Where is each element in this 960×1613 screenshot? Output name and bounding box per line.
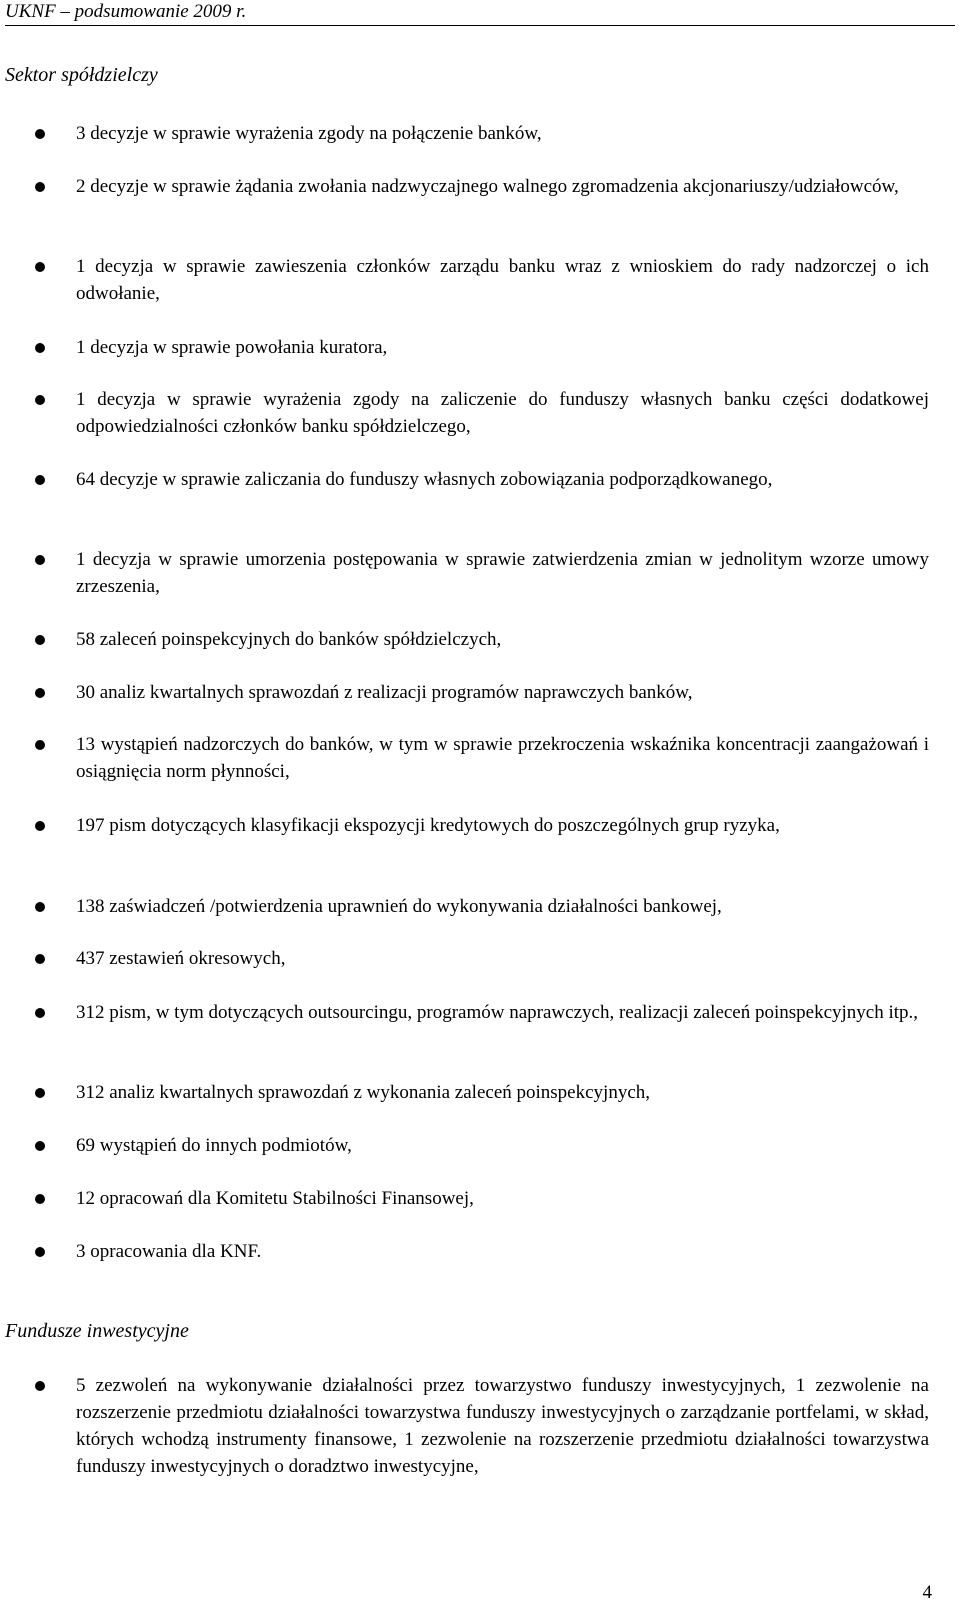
bullet-icon xyxy=(35,1141,45,1151)
list-item: 2 decyzje w sprawie żądania zwołania nadzwyczajnego walnego zgromadzenia akcjonariuszy/udziałowców, xyxy=(76,176,899,197)
list-item: 69 wystąpień do innych podmiotów, xyxy=(76,1135,352,1156)
bullet-icon xyxy=(35,1381,45,1391)
bullet-icon xyxy=(35,182,45,192)
bullet-icon xyxy=(35,821,45,831)
list-item: 1 decyzja w sprawie zawieszenia członków zarządu banku wraz z wnioskiem do rady nadzorczej o ich odwołanie, xyxy=(76,256,929,304)
bullet-icon xyxy=(35,129,45,139)
list-item: 138 zaświadczeń /potwierdzenia uprawnień do wykonywania działalności bankowej, xyxy=(76,896,722,917)
bullet-icon xyxy=(35,1088,45,1098)
bullet-icon xyxy=(35,740,45,750)
page-header: UKNF – podsumowanie 2009 r. xyxy=(5,1,955,26)
page-number: 4 xyxy=(922,1582,932,1603)
bullet-icon xyxy=(35,1247,45,1257)
list-item: 12 opracowań dla Komitetu Stabilności Finansowej, xyxy=(76,1188,474,1209)
list-item: 312 pism, w tym dotyczących outsourcingu, programów naprawczych, realizacji zaleceń poinspekcyjnych itp., xyxy=(76,1002,919,1023)
bullet-icon xyxy=(35,1194,45,1204)
list-item: 64 decyzje w sprawie zaliczania do funduszy własnych zobowiązania podporządkowanego, xyxy=(76,469,773,490)
list-item: 13 wystąpień nadzorczych do banków, w tym w sprawie przekroczenia wskaźnika koncentracji zaangażowań i osiągnięcia norm płynności, xyxy=(76,734,929,782)
bullet-icon xyxy=(35,688,45,698)
bullet-icon xyxy=(35,635,45,645)
bullet-icon xyxy=(35,475,45,485)
list-item: 30 analiz kwartalnych sprawozdań z realizacji programów naprawczych banków, xyxy=(76,682,693,703)
bullet-icon xyxy=(35,902,45,912)
bullet-icon xyxy=(35,395,45,405)
list-item: 437 zestawień okresowych, xyxy=(76,948,286,969)
bullet-icon xyxy=(35,555,45,565)
list-item: 5 zezwoleń na wykonywanie działalności przez towarzystwo funduszy inwestycyjnych, 1 zezwolenie na rozszerzenie przedmiotu działalności towarzystwa funduszy inwestycyjnych o zarządzanie portfelami, w skład, których wchodzą instrumenty finansowe, 1 zezwolenie na rozszerzenie przedmiotu działalności towarzystwa funduszy inwestycyjnych o doradztwo inwestycyjne, xyxy=(76,1375,929,1477)
section-title-funds: Fundusze inwestycyjne xyxy=(5,1320,189,1342)
list-item: 58 zaleceń poinspekcyjnych do banków spółdzielczych, xyxy=(76,629,502,650)
section-title-cooperative: Sektor spółdzielczy xyxy=(5,64,158,86)
list-item: 197 pism dotyczących klasyfikacji ekspozycji kredytowych do poszczególnych grup ryzyka, xyxy=(76,815,780,836)
list-item: 3 decyzje w sprawie wyrażenia zgody na połączenie banków, xyxy=(76,123,542,144)
list-item: 3 opracowania dla KNF. xyxy=(76,1241,262,1262)
bullet-icon xyxy=(35,954,45,964)
list-item: 1 decyzja w sprawie umorzenia postępowania w sprawie zatwierdzenia zmian w jednolitym wzorze umowy zrzeszenia, xyxy=(76,549,929,597)
bullet-icon xyxy=(35,262,45,272)
list-item: 1 decyzja w sprawie wyrażenia zgody na zaliczenie do funduszy własnych banku części dodatkowej odpowiedzialności członków banku spółdzielczego, xyxy=(76,389,929,437)
bullet-icon xyxy=(35,1008,45,1018)
list-item: 312 analiz kwartalnych sprawozdań z wykonania zaleceń poinspekcyjnych, xyxy=(76,1082,650,1103)
bullet-icon xyxy=(35,343,45,353)
list-item: 1 decyzja w sprawie powołania kuratora, xyxy=(76,337,388,358)
